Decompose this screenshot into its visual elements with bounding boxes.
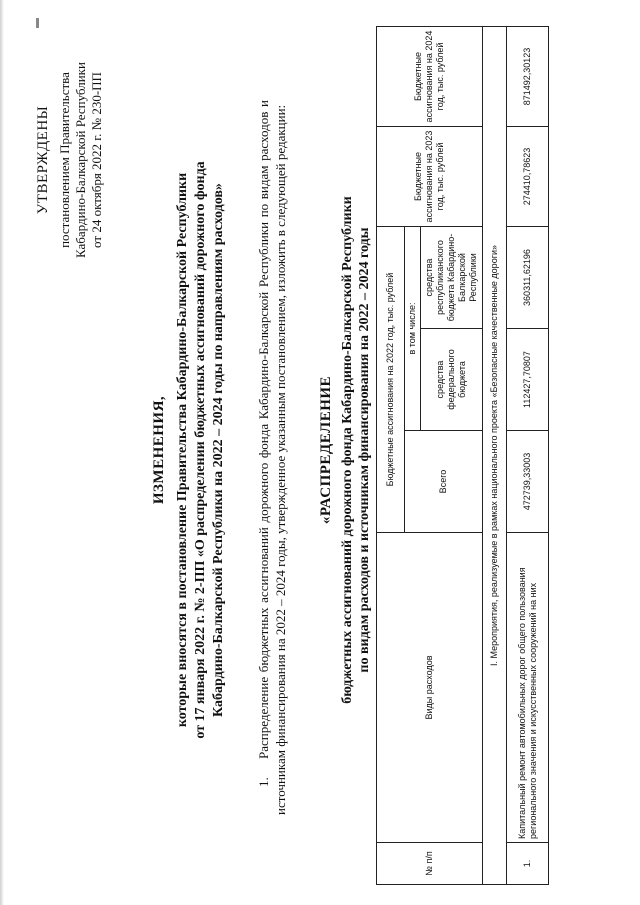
- approval-stamp-block: [35, 45, 105, 275]
- paragraph-number: 1.: [256, 777, 271, 787]
- distribution-line-2: по видам расходов и источникам финансирования на 2022 – 2024 годы: [357, 227, 372, 673]
- table-section-row: [483, 27, 507, 885]
- header-alloc-2023: Бюджетные ассигнования на 2023 год, тыс. рублей: [377, 127, 483, 227]
- header-including: в том числе:: [405, 227, 421, 431]
- row-federal: 112427,70807: [507, 329, 549, 431]
- changes-line-1: которые вносятся в постановление Правительства Кабардино-Балкарской Республики: [175, 172, 190, 728]
- changes-heading: [150, 55, 228, 845]
- table-header-row-1: [377, 27, 405, 885]
- distribution-heading: [318, 55, 373, 845]
- changes-line-3: Кабардино-Балкарской Республики на 2022 – 2024 годы по направлениям расходов»: [211, 183, 226, 717]
- row-2024: 871492,30123: [507, 27, 549, 127]
- changes-title: ИЗМЕНЕНИЯ,: [151, 395, 167, 505]
- header-alloc-2024: Бюджетные ассигнования на 2024 год, тыс. рублей: [377, 27, 483, 127]
- header-num: № п/п: [377, 843, 483, 885]
- approved-line-2: Кабардино-Балкарской Республики: [73, 62, 88, 258]
- distribution-title: «РАСПРЕДЕЛЕНИЕ: [318, 375, 334, 525]
- row-type: Капитальный ремонт автомобильных дорог общего пользования регионального значения и искусственных сооружений на них: [507, 533, 549, 843]
- distribution-line-1: бюджетных ассигнований дорожного фонда Кабардино-Балкарской Республики: [340, 196, 355, 704]
- row-2023: 274410,78623: [507, 127, 549, 227]
- approved-line-1: постановлением Правительства: [57, 72, 72, 248]
- section-title: I. Мероприятия, реализуемые в рамках национального проекта «Безопасные качественные дороги»: [483, 27, 507, 885]
- paragraph-text: Распределение бюджетных ассигнований дорожного фонда Кабардино-Балкарской Республики по видам расходов и источникам финансирования на 2022 – 2024 годы, утвержденное указанным постановлением, изложить в следующей редакции:: [256, 100, 288, 815]
- approved-title: УТВЕРЖДЕНЫ: [35, 105, 51, 215]
- approved-line-3: от 24 октября 2022 г. № 230-ПП: [89, 72, 104, 248]
- header-federal: средства федерального бюджета: [421, 329, 483, 431]
- body-paragraph: [255, 100, 289, 815]
- row-republic: 360311,62196: [507, 227, 549, 329]
- header-total: Всего: [405, 431, 483, 533]
- header-republic: средства республиканского бюджета Кабардино-Балкарской Республики: [421, 227, 483, 329]
- header-alloc-2022: Бюджетные ассигнования на 2022 год, тыс. рублей: [377, 227, 405, 533]
- changes-line-2: от 17 января 2022 г. № 2-ПП «О распределении бюджетных ассигнований дорожного фонда: [193, 161, 208, 739]
- allocations-table: [376, 26, 549, 885]
- table-row: [507, 27, 549, 885]
- row-num: 1.: [507, 843, 549, 885]
- header-type: Виды расходов: [377, 533, 483, 843]
- row-total: 472739,33003: [507, 431, 549, 533]
